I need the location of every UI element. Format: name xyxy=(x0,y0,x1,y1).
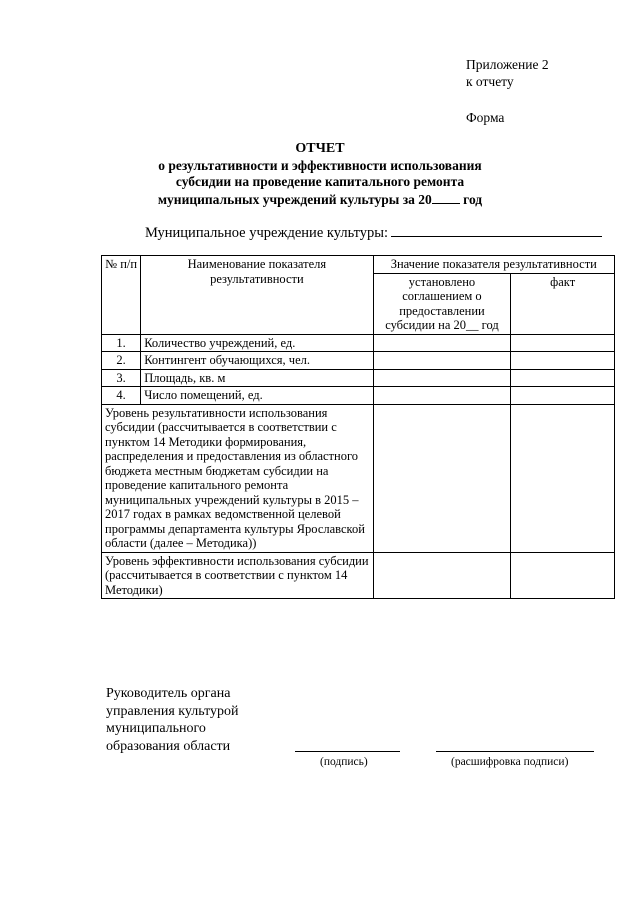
table-header-row-1 xyxy=(102,256,615,274)
row-num: 3. xyxy=(102,369,141,387)
header-indicator-value: Значение показателя результативности xyxy=(373,256,614,274)
row-name: Число помещений, ед. xyxy=(141,387,373,405)
row-num: 2. xyxy=(102,352,141,370)
table-row xyxy=(102,334,615,352)
report-title xyxy=(0,141,640,208)
result-level-plan-cell[interactable] xyxy=(373,404,511,552)
row-plan-cell[interactable] xyxy=(373,369,511,387)
efficiency-level-plan-cell[interactable] xyxy=(373,552,511,599)
institution-fill-line[interactable] xyxy=(391,222,602,237)
title-line-2: субсидии на проведение капитального ремонта xyxy=(175,174,465,189)
signature-decode-line[interactable] xyxy=(436,751,594,752)
efficiency-level-name: Уровень эффективности использования субсидии (рассчитывается в соответствии с пунктом 14 Методики) xyxy=(102,552,374,599)
table-row-efficiency-level xyxy=(102,552,615,599)
row-num: 1. xyxy=(102,334,141,352)
row-num: 4. xyxy=(102,387,141,405)
signatory-title xyxy=(106,685,239,755)
row-fact-cell[interactable] xyxy=(511,387,615,405)
table-row xyxy=(102,352,615,370)
row-name: Площадь, кв. м xyxy=(141,369,373,387)
signatory-line-3: муниципального xyxy=(106,721,206,736)
row-fact-cell[interactable] xyxy=(511,369,615,387)
signature-line[interactable] xyxy=(295,751,400,752)
signatory-line-2: управления культурой xyxy=(106,703,239,719)
year-blank xyxy=(432,191,460,204)
annex-reference: к отчету xyxy=(466,74,514,89)
efficiency-level-fact-cell[interactable] xyxy=(511,552,615,599)
institution-label: Муниципальное учреждение культуры: xyxy=(145,225,389,241)
row-plan-cell[interactable] xyxy=(373,334,511,352)
annex-number: Приложение 2 xyxy=(466,57,549,72)
title-line-3 xyxy=(0,191,640,209)
header-fact: факт xyxy=(511,273,615,334)
signatory-line-1: Руководитель органа xyxy=(106,686,231,701)
table-row xyxy=(102,387,615,405)
header-num: № п/п xyxy=(102,256,141,335)
row-name: Контингент обучающихся, чел. xyxy=(141,352,373,370)
title-main: ОТЧЕТ xyxy=(295,141,345,156)
result-level-name: Уровень результативности использования субсидии (рассчитывается в соответствии с пунктом 14 Методики формирования, распределения и предоставления из областного бюджета местным бюджетам субсидии на проведение капитального ремонта муниципальных учреждений культуры в 2015 – 2017 годах в рамках ведомственной целевой программы департамента культуры Ярославской области (далее – Методика)) xyxy=(102,404,374,552)
title-line-3-text: муниципальных учреждений культуры за 20 xyxy=(157,191,432,207)
title-year-suffix: год xyxy=(463,191,483,207)
signature-decode-caption: (расшифровка подписи) xyxy=(451,756,569,768)
header-planned: установлено соглашением о предоставлении субсидии на 20__ год xyxy=(373,273,511,334)
signatory-line-4: образования области xyxy=(106,738,231,754)
row-fact-cell[interactable] xyxy=(511,334,615,352)
row-plan-cell[interactable] xyxy=(373,352,511,370)
table-row-result-level xyxy=(102,404,615,552)
form-label: Форма xyxy=(466,110,505,125)
result-level-fact-cell[interactable] xyxy=(511,404,615,552)
results-table xyxy=(101,255,615,599)
institution-field xyxy=(145,222,602,242)
table-row xyxy=(102,369,615,387)
row-name: Количество учреждений, ед. xyxy=(141,334,373,352)
annex-header xyxy=(466,56,549,126)
signature-caption: (подпись) xyxy=(320,756,368,768)
row-plan-cell[interactable] xyxy=(373,387,511,405)
row-fact-cell[interactable] xyxy=(511,352,615,370)
header-indicator-name: Наименование показателя результативности xyxy=(141,256,373,335)
title-line-1: о результативности и эффективности использования xyxy=(158,157,482,173)
